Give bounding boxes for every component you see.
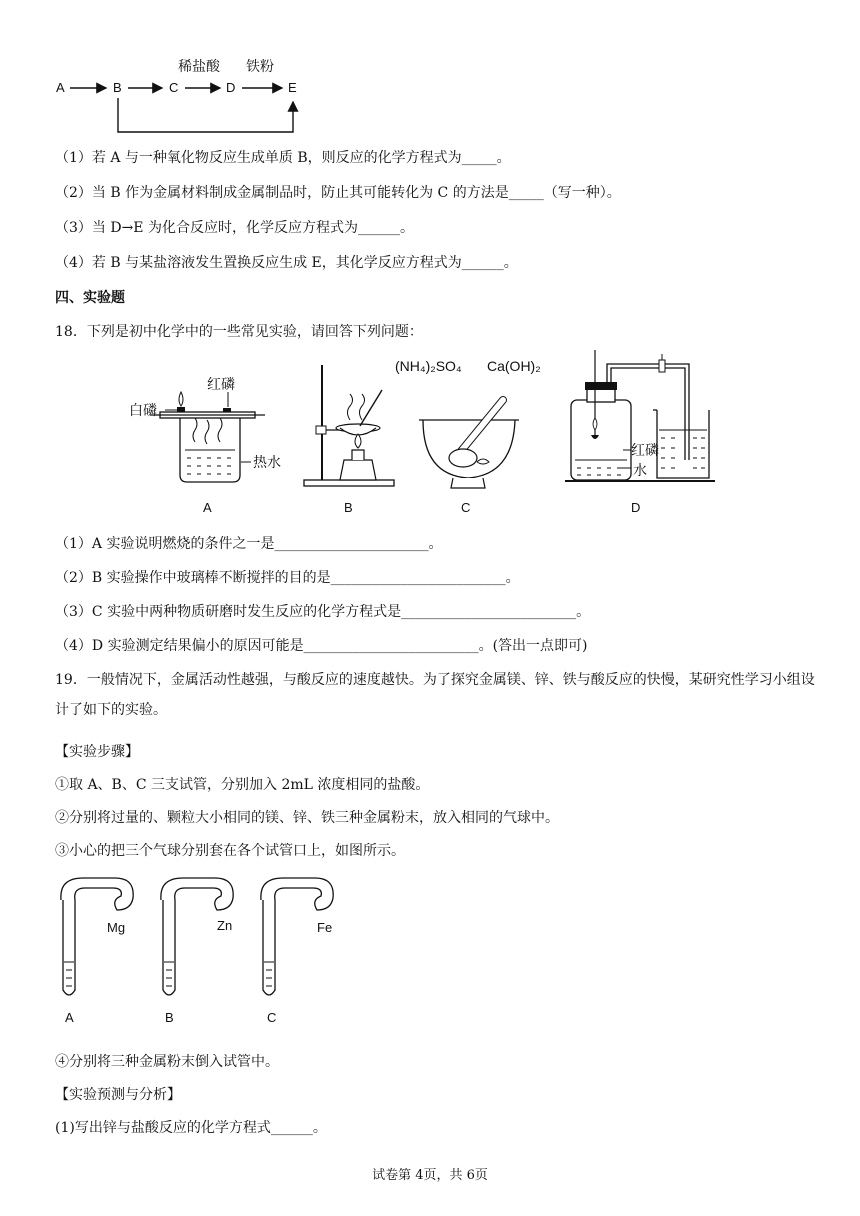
fig-c-reagent-2: Ca(OH)₂	[487, 358, 541, 374]
fig-d-caption: D	[631, 500, 641, 515]
q18-item-1: （1）A 实验说明燃烧的条件之一是______________________。	[55, 536, 443, 552]
fig-a-label-white-phosphorus: 白磷	[129, 402, 157, 418]
q17-item-4: （4）若 B 与某盐溶液发生置换反应生成 E，其化学反应方程式为______。	[55, 255, 518, 271]
q19-step-2: ②分别将过量的、颗粒大小相同的镁、锌、铁三种金属粉末，放入相同的气球中。	[55, 810, 559, 826]
fig-a-caption: A	[203, 500, 212, 515]
q19-analysis-q1: (1)写出锌与盐酸反应的化学方程式______。	[55, 1120, 327, 1136]
flow-label-hcl: 稀盐酸	[178, 58, 220, 74]
q19-step-1: ①取 A、B、C 三支试管，分别加入 2mL 浓度相同的盐酸。	[55, 777, 430, 793]
fig-a-label-red-phosphorus: 红磷	[207, 376, 235, 392]
tube-figure	[55, 870, 355, 1030]
tube-c-caption: C	[267, 1010, 277, 1025]
flow-label-iron: 铁粉	[246, 58, 274, 74]
q19-stem: 19．一般情况下，金属活动性越强，与酸反应的速度越快。为了探究金属镁、锌、铁与酸反应的快慢，某研究性学习小组设计了如下的实验。	[55, 672, 815, 718]
q17-item-3: （3）当 D→E 为化合反应时，化学反应方程式为______。	[55, 220, 414, 236]
page-footer: 试卷第 4页，共 6页	[372, 1168, 488, 1183]
q19-step-3: ③小心的把三个气球分别套在各个试管口上，如图所示。	[55, 843, 405, 859]
tube-b-metal: Zn	[217, 918, 233, 933]
figure-a	[125, 370, 295, 520]
q17-item-2: （2）当 B 作为金属材料制成金属制品时，防止其可能转化为 C 的方法是_____（写一种）。	[55, 185, 621, 201]
fig-c-caption: C	[461, 500, 471, 515]
tube-b-caption: B	[165, 1010, 174, 1025]
figure-b-svg	[300, 360, 400, 520]
flow-node-b: B	[113, 80, 122, 95]
tube-figure-svg	[55, 870, 355, 1030]
fig-b-caption: B	[344, 500, 353, 515]
q18-item-4: （4）D 实验测定结果偏小的原因可能是_________________________。(答出一点即可)	[55, 638, 588, 654]
tube-a-caption: A	[65, 1010, 74, 1025]
tube-b	[161, 878, 233, 995]
tube-c	[261, 878, 333, 995]
q19-steps-title: 【实验步骤】	[55, 744, 139, 760]
fig-d-label-red-phosphorus: 红磷	[631, 442, 659, 458]
section-title: 四、实验题	[55, 290, 125, 306]
figure-c	[393, 356, 553, 520]
flow-diagram	[50, 50, 310, 140]
flow-node-d: D	[226, 80, 236, 95]
flow-node-c: C	[169, 80, 179, 95]
arrow-b-e	[118, 98, 293, 132]
q19-step-4: ④分别将三种金属粉末倒入试管中。	[55, 1054, 279, 1070]
tube-c-metal: Fe	[317, 920, 333, 935]
fig-d-label-water: 水	[633, 462, 647, 478]
q19-analysis-title: 【实验预测与分析】	[55, 1087, 181, 1103]
tube-a	[61, 878, 133, 995]
flow-node-e: E	[288, 80, 297, 95]
fig-a-label-hot-water: 热水	[253, 454, 281, 470]
figure-c-svg	[393, 380, 553, 510]
figure-b	[300, 360, 400, 520]
figure-d	[565, 350, 715, 520]
q18-stem: 18．下列是初中化学中的一些常见实验，请回答下列问题：	[55, 324, 423, 340]
q17-item-1: （1）若 A 与一种氧化物反应生成单质 B，则反应的化学方程式为_____。	[55, 150, 511, 166]
flow-node-a: A	[56, 80, 65, 95]
q18-item-3: （3）C 实验中两种物质研磨时发生反应的化学方程式是_________________________。	[55, 604, 591, 620]
q18-item-2: （2）B 实验操作中玻璃棒不断搅拌的目的是_________________________。	[55, 570, 520, 586]
fig-c-reagent-1: (NH₄)₂SO₄	[395, 358, 462, 374]
tube-a-metal: Mg	[107, 920, 126, 935]
